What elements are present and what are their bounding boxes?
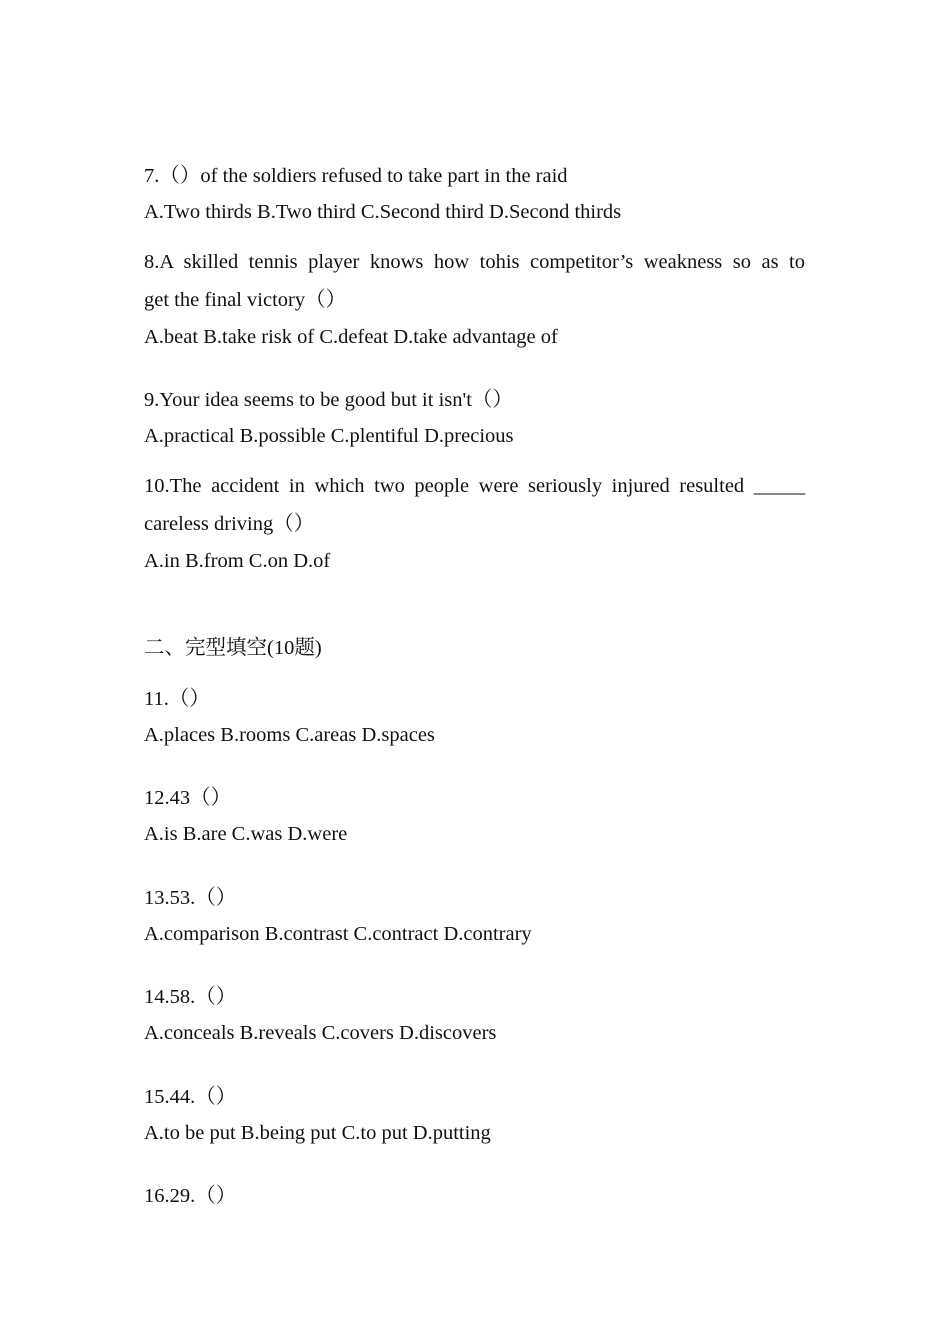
question-13-options: A.comparison B.contrast C.contract D.contrary [144,923,532,945]
question-10-stem-line1: 10.The accident in which two people were seriously injured resulted _____ [144,475,805,497]
question-11-options: A.places B.rooms C.areas D.spaces [144,724,435,746]
question-12-stem: 12.43（） [144,787,232,809]
question-12-options: A.is B.are C.was D.were [144,823,348,845]
question-7-stem: 7.（）of the soldiers refused to take part in the raid [144,165,568,187]
question-13-stem: 13.53.（） [144,887,237,909]
question-9-stem: 9.Your idea seems to be good but it isn't（） [144,389,513,411]
question-14-options: A.conceals B.reveals C.covers D.discovers [144,1022,497,1044]
question-15-options: A.to be put B.being put C.to put D.putting [144,1122,491,1144]
question-8-stem-line1: 8.A skilled tennis player knows how tohis competitor’s weakness so as to [144,251,805,273]
question-16-stem: 16.29.（） [144,1185,237,1207]
question-11-stem: 11.（） [144,688,210,710]
question-15-stem: 15.44.（） [144,1086,237,1108]
question-8-options: A.beat B.take risk of C.defeat D.take advantage of [144,326,558,348]
question-10-stem-line2: careless driving（） [144,513,315,535]
question-14-stem: 14.58.（） [144,986,237,1008]
question-9-options: A.practical B.possible C.plentiful D.precious [144,425,514,447]
section-heading: 二、完型填空(10题) [144,637,322,659]
question-8-stem-line2: get the final victory（） [144,289,347,311]
question-7-options: A.Two thirds B.Two third C.Second third D.Second thirds [144,201,622,223]
question-10-options: A.in B.from C.on D.of [144,550,331,572]
